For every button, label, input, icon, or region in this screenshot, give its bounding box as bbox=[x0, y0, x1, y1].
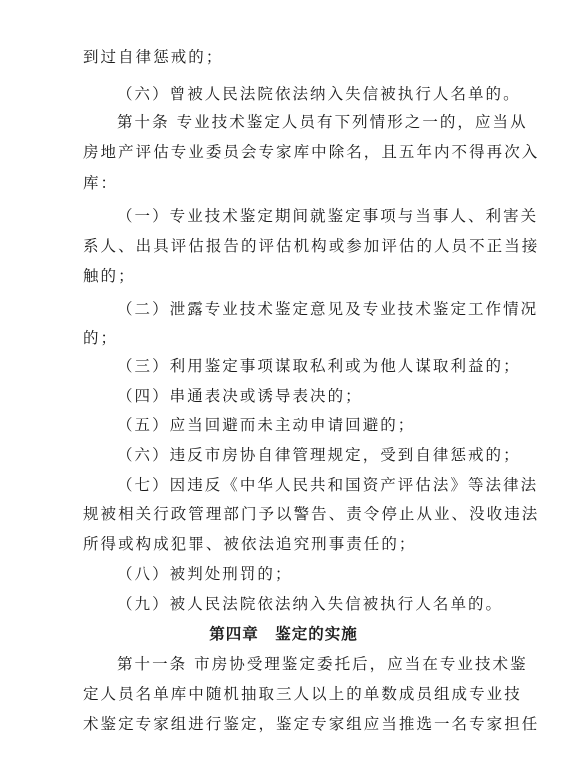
text-line: 所得或构成犯罪、被依法追究刑事责任的； bbox=[83, 535, 417, 553]
list-item-4: （四）串通表决或诱导表决的； bbox=[117, 387, 363, 405]
list-item-9: （九）被人民法院依法纳入失信被执行人名单的。 bbox=[117, 595, 504, 613]
text-line: 系人、出具评估报告的评估机构或参加评估的人员不正当接 bbox=[83, 237, 540, 255]
text-line: 的； bbox=[83, 329, 119, 347]
article-11-line: 第十一条 市房协受理鉴定委托后，应当在专业技术鉴 bbox=[117, 655, 528, 673]
article-10-line: 第十条 专业技术鉴定人员有下列情形之一的，应当从 bbox=[117, 113, 528, 131]
text-line: 术鉴定专家组进行鉴定，鉴定专家组应当推选一名专家担任 bbox=[83, 715, 540, 733]
text-line: 定人员名单库中随机抽取三人以上的单数成员组成专业技 bbox=[83, 685, 522, 703]
list-item-2: （二）泄露专业技术鉴定意见及专业技术鉴定工作情况 bbox=[117, 300, 539, 318]
chapter-heading: 第四章 鉴定的实施 bbox=[209, 625, 358, 643]
text-line: （六）曾被人民法院依法纳入失信被执行人名单的。 bbox=[117, 85, 521, 103]
list-item-6: （六）违反市房协自律管理规定，受到自律惩戒的； bbox=[117, 446, 521, 464]
text-line: 规被相关行政管理部门予以警告、责令停止从业、没收违法 bbox=[83, 505, 540, 523]
text-line: 房地产评估专业委员会专家库中除名，且五年内不得再次入 bbox=[83, 143, 540, 161]
list-item-8: （八）被判处刑罚的； bbox=[117, 565, 293, 583]
list-item-5: （五）应当回避而未主动申请回避的； bbox=[117, 416, 416, 434]
list-item-1: （一）专业技术鉴定期间就鉴定事项与当事人、利害关 bbox=[117, 207, 539, 225]
text-line: 库： bbox=[83, 174, 119, 192]
text-line: 到过自律惩戒的； bbox=[83, 48, 224, 66]
text-line: 触的； bbox=[83, 267, 136, 285]
list-item-7: （七）因违反《中华人民共和国资产评估法》等法律法 bbox=[117, 476, 539, 494]
list-item-3: （三）利用鉴定事项谋取私利或为他人谋取利益的； bbox=[117, 357, 521, 375]
